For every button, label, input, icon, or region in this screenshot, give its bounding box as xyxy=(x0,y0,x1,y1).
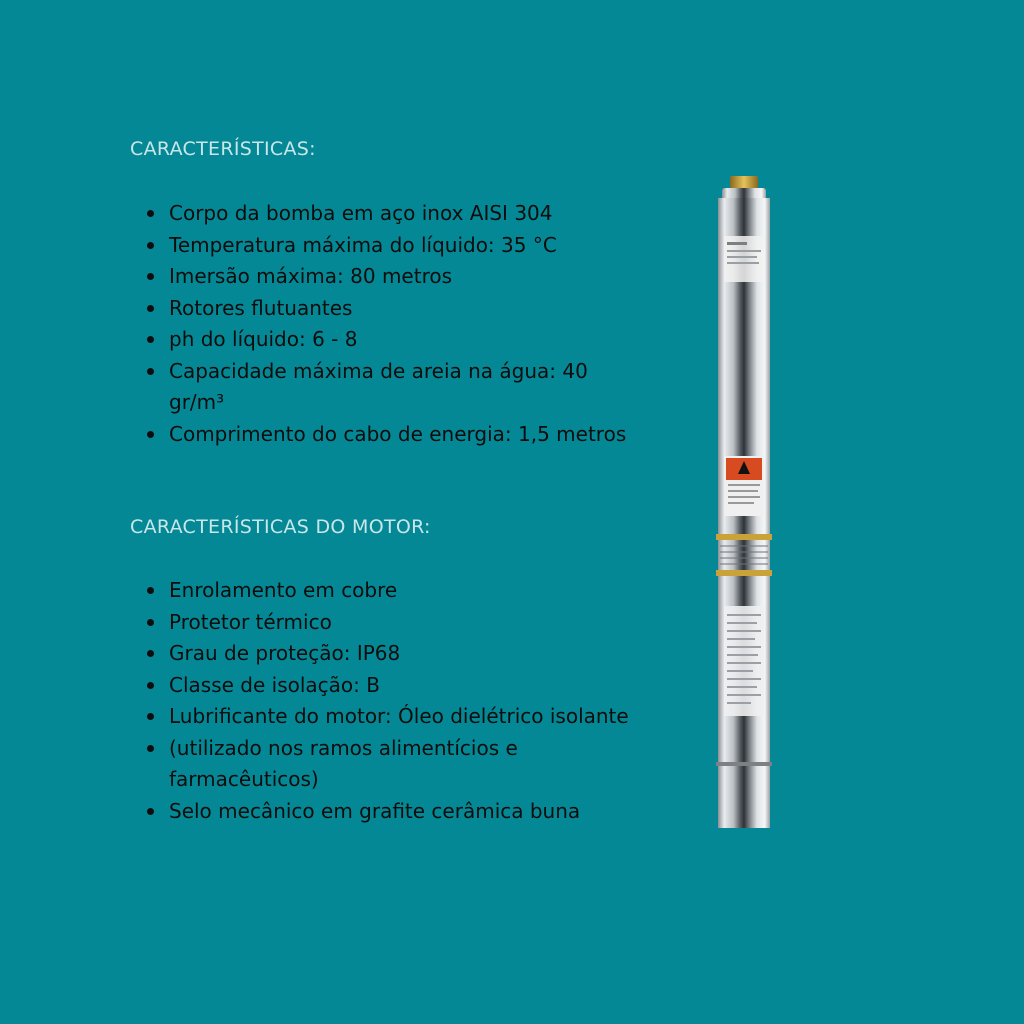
features-list xyxy=(130,198,649,450)
list-item: Imersão máxima: 80 metros xyxy=(169,261,649,293)
list-item: (utilizado nos ramos alimentícios e farmacêuticos) xyxy=(169,733,649,796)
list-item: Corpo da bomba em aço inox AISI 304 xyxy=(169,198,649,230)
list-item: Selo mecânico em grafite cerâmica buna xyxy=(169,796,649,828)
list-item: Temperatura máxima do líquido: 35 °C xyxy=(169,230,649,262)
list-item: Enrolamento em cobre xyxy=(169,575,649,607)
list-item: Rotores flutuantes xyxy=(169,293,649,325)
list-item: Capacidade máxima de areia na água: 40 gr/m³ xyxy=(169,356,649,419)
section-heading-features: CARACTERÍSTICAS: xyxy=(130,138,316,160)
list-item: ph do líquido: 6 - 8 xyxy=(169,324,649,356)
motor-features-list xyxy=(130,575,649,827)
list-item: Comprimento do cabo de energia: 1,5 metros xyxy=(169,419,649,451)
section-heading-motor-features: CARACTERÍSTICAS DO MOTOR: xyxy=(130,516,431,538)
list-item: Lubrificante do motor: Óleo dielétrico isolante xyxy=(169,701,649,733)
list-item: Classe de isolação: B xyxy=(169,670,649,702)
list-item: Protetor térmico xyxy=(169,607,649,639)
list-item: Grau de proteção: IP68 xyxy=(169,638,649,670)
submersible-pump-image xyxy=(712,176,776,828)
